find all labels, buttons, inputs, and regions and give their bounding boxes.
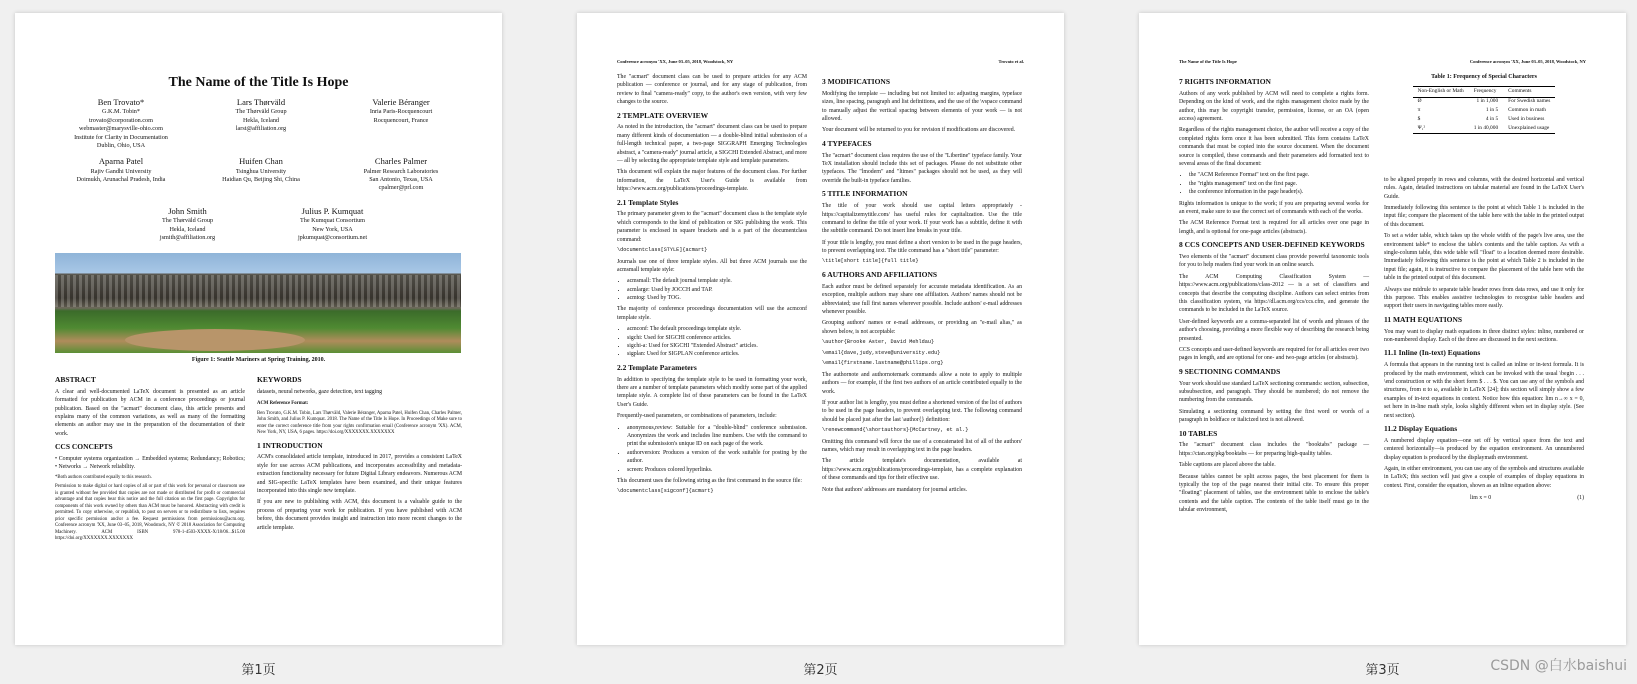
equation-number: (1) — [1577, 495, 1584, 502]
right-column-text — [1384, 176, 1584, 503]
table-row — [1413, 124, 1556, 133]
author-affiliation-line: San Antonio, Texas, USA — [369, 176, 433, 184]
paragraph: Rights information is unique to the work; if you are preparing several works for an event, make sure to use the correct set of commands with each of the works. — [1179, 200, 1369, 215]
right-column — [257, 371, 462, 535]
paragraph: Simulating a sectioning command by setting the first word or words of a paragraph in boldface or italicized text is not allowed. — [1179, 408, 1369, 424]
code-line: \email{firstname.lastname@phillips.org} — [822, 360, 944, 367]
paragraph: Table captions are placed above the table. — [1179, 462, 1276, 469]
paragraph: The primary parameter given to the "acmart" document class is the template style which corresponds to the kind of publication or SIG publishing the work. This parameter is enclosed in square brackets and is a part of the documentclass command: — [617, 211, 807, 243]
author-affiliation-line: trovato@corporation.com — [89, 116, 153, 124]
author-affiliation-line: The Thørväld Group — [235, 108, 287, 116]
author-5 — [331, 156, 471, 193]
paper-title: The Name of the Title Is Hope — [168, 75, 349, 90]
paragraph: If your title is lengthy, you must define a short version to be used in the page headers, to prevent overlapping text. The title command has a "short title" parameter: — [822, 239, 1022, 255]
list-item: • anonymous,review: Suitable for a "double-blind" conference submission. Anonymizes the work and includes line numbers. Use with the command to print the submission's unique ID on each page of the work. — [627, 424, 807, 449]
author-name: Lars Thørväld — [236, 97, 286, 107]
code-line: \author{Brooke Aster, David Mehldau} — [822, 339, 935, 346]
paragraph: Again, in either environment, you can use any of the symbols and structures available in LaTeX; this section will just give a couple of examples of display equations in context. First, consider the equation, shown as an inline equation above: — [1384, 466, 1584, 489]
list-item: • sigchi-a: Used for SIGCHI "Extended Abstract" articles. — [627, 342, 807, 350]
left-column — [55, 371, 245, 546]
author-2 — [331, 97, 471, 150]
author-name: Charles Palmer — [374, 156, 428, 167]
grandstand-crowd — [55, 275, 461, 307]
ref-format-heading: ACM Reference Format: — [257, 401, 309, 407]
table-header-cell: Non-English or Math — [1413, 86, 1469, 97]
equation-body: lim x = 0 — [1470, 495, 1492, 502]
paragraph: The authornote and authornotemark commands allow a note to apply to multiple authors — for example, if the first two authors of an article contributed equally to the work. — [822, 371, 1022, 395]
author-affiliation-line: cpalmer@prl.com — [378, 184, 424, 192]
bullet-list — [1189, 171, 1369, 196]
author-affiliation-line: Dublin, Ohio, USA — [96, 141, 146, 149]
author-affiliation-line: Inria Paris-Rocquencourt — [369, 108, 433, 116]
paragraph: A formula that appears in the running text is called an inline or in-text formula. It is produced by the math environment, which can be invoked with the usual \begin . . . \end construction or with the short form $ . . . $. You can use any of the symbols and structures, from α to ω, available in LaTeX [24]; this section will simply show a few examples of in-text equations in context. Notice how this equation: lim n→∞ x = 0, set here in in-line math style, looks slightly different when set in display style. (See next section). — [1384, 362, 1584, 419]
ccs-text: • Computer systems organization → Embedded systems; Redundancy; Robotics; • Networks → Network reliability. — [55, 456, 245, 471]
list-item: • authorversion: Produces a version of the work suitable for posting by the author. — [627, 449, 807, 466]
page-3[interactable] — [1139, 13, 1626, 645]
author-affiliation-line: The Thørväld Group — [161, 217, 214, 225]
author-affiliation-line: Doimukh, Arunachal Pradesh, India — [76, 176, 166, 184]
author-affiliation-line: The Kumquat Consortium — [300, 217, 365, 225]
paragraph: Your work should use standard LaTeX sectioning commands: section, subsection, subsubsection, and paragraph. They should be numbered; do not remove the numbering from the commands. — [1179, 380, 1369, 404]
paragraph: The "acmart" document class can be used to prepare articles for any ACM publication — conference or journal, and for any stage of publication, from review to final "camera-ready" copy, to the author's own version, with very few changes to the source. — [617, 74, 807, 106]
left-column — [1179, 73, 1369, 518]
abstract-heading: ABSTRACT — [55, 375, 96, 384]
author-affiliation-line: New York, USA — [312, 225, 353, 233]
paragraph: The title of your work should use capital letters appropriately - https://capitalizemytitle.com/ has useful rules for capitalization. Use the title command to define the title of your work. If your work has a subtitle, define it with the subtitle command. Do not insert line breaks in your title. — [822, 203, 1022, 235]
paragraph: Immediately following this sentence is the point at which Table 1 is included in the input file; compare the placement of the table here with the table in the printed output of this document. — [1384, 205, 1584, 228]
paragraph: User-defined keywords are a comma-separated list of words and phrases of the author's choosing, providing a more flexible way of describing the research being presented. — [1179, 318, 1369, 342]
author-name: Huifen Chan — [239, 156, 283, 167]
paragraph: The "acmart" document class includes the "booktabs" package — https://ctan.org/pkg/booktabs — for preparing high-quality tables. — [1179, 442, 1369, 457]
author-affiliation-line: Hekla, Iceland — [169, 225, 206, 233]
author-name: John Smith — [168, 206, 207, 216]
table-cell: Common in math — [1508, 106, 1546, 113]
infield-dirt — [125, 329, 305, 351]
section-heading: 11 MATH EQUATIONS — [1384, 314, 1463, 324]
intro-heading: 1 INTRODUCTION — [257, 440, 323, 450]
code-line: \documentclass[sigconf]{acmart} — [617, 488, 714, 495]
footnote: *Both authors contributed equally to this research. — [55, 474, 152, 480]
author-block-2 — [115, 206, 405, 243]
author-name: Valerie Béranger — [372, 97, 430, 107]
paragraph: Each author must be defined separately for accurate metadata identification. As an exception, multiple authors may share one affiliation. Authors' names should not be abbreviated; use full first names wherever possible. Include authors' e-mail addresses whenever possible. — [822, 283, 1022, 316]
author-name: Aparna Patel — [98, 156, 144, 167]
baseball-photo — [55, 253, 461, 353]
section-heading: 8 CCS CONCEPTS AND USER-DEFINED KEYWORDS — [1179, 240, 1365, 250]
code-line: \email{dave,judy,steve@university.edu} — [822, 349, 941, 356]
csdn-watermark: CSDN @白水baishui — [1490, 658, 1627, 674]
page-header-left: The Name of the Title Is Hope — [1179, 59, 1237, 64]
paragraph: The ACM Reference Format text is required for all articles over one page in length, and is optional for one-page articles (abstracts). — [1179, 220, 1369, 235]
paragraph: The ACM Computing Classification System — https://www.acm.org/publications/class-2012 — is a set of classifiers and concepts that describe the computing discipline. Authors can select entries from this classification system, via https://dl.acm.org/ccs/ccs.cfm, and generate the commands to be included in the LaTeX source. — [1179, 273, 1369, 314]
intro-para-2: If you are new to publishing with ACM, this document is a valuable guide to the process of preparing your work for publication. If you have published with ACM before, this document provides insight and instruction into more recent changes to the article template. — [257, 499, 462, 531]
paragraph: Two elements of the "acmart" document class provide powerful taxonomic tools for you to help readers find your work in an online search. — [1179, 254, 1369, 269]
author-affiliation-line: Rocquencourt, France — [373, 116, 429, 124]
right-column — [822, 73, 1022, 497]
paragraph: Modifying the template — including but not limited to: adjusting margins, typeface sizes, line spacing, paragraph and list definitions, and the use of the \vspace command to manually adjust the vertical spacing between elements of your work — is not allowed. — [822, 90, 1022, 123]
keywords-text: datasets, neural networks, gaze detection, text tagging — [257, 388, 383, 395]
paragraph: The article template's documentation, available at https://www.acm.org/publications/proceedings-template, has a complete explanation of these commands and tips for their effective use. — [822, 458, 1022, 482]
table-cell: 1 in 5 — [1485, 106, 1499, 113]
table-cell: Used in business — [1508, 115, 1545, 122]
list-item: • the conference information in the page header(s). — [1189, 188, 1369, 196]
author-affiliation-line: webmaster@marysville-ohio.com — [79, 125, 163, 133]
bullet-list — [627, 424, 807, 474]
frequency-table — [1413, 86, 1556, 134]
intro-para-1: ACM's consolidated article template, introduced in 2017, provides a consistent LaTeX style for use across ACM publications, and incorporates accessibility and metadata-extraction functionality necessary for future Digital Library endeavors. Numerous ACM and SIG-specific LaTeX templates have been examined, and their unique features incorporated into this single new template. — [257, 454, 462, 495]
author-7 — [260, 206, 405, 243]
author-name: Ben Trovato* — [97, 97, 145, 107]
page-header-right: Trovato et al. — [998, 59, 1024, 64]
list-item: • the "ACM Reference Format" text on the first page. — [1189, 171, 1369, 179]
list-item: • screen: Produces colored hyperlinks. — [627, 466, 807, 474]
paragraph: You may want to display math equations in three distinct styles: inline, numbered or non-numbered display. Each of the three are discussed in the next sections. — [1384, 328, 1584, 343]
table-cell: 1 in 1,000 — [1476, 98, 1499, 105]
permission-text: Permission to make digital or hard copies of all or part of this work for personal or classroom use is granted without fee provided that copies are not made or distributed for profit or commercial advantage and that copies bear this notice and the full citation on the first page. Copyrights for components of this work owned by others than ACM must be honored. Abstracting with credit is permitted. To copy otherwise, or republish, to post on servers or to redistribute to lists, requires prior specific permission and/or a fee. Request permissions from permissions@acm.org. Conference acronym 'XX, June 03–05, 2018, Woodstock, NY © 2018 Association for Computing Machinery. ACM ISBN 978-1-4503-XXXX-X/18/06...$15.00 https://doi.org/XXXXXXX.XXXXXXX — [55, 484, 245, 542]
author-affiliation-line: larst@affiliation.org — [235, 125, 287, 133]
list-item: • acmsmall: The default journal template style. — [627, 277, 807, 285]
table-caption: Table 1: Frequency of Special Characters — [1431, 74, 1537, 80]
code-line: \title[short title]{full title} — [822, 258, 919, 265]
paragraph: Your document will be returned to you for revision if modifications are discovered. — [822, 127, 1016, 134]
paragraph: Authors of any work published by ACM will need to complete a rights form. Depending on the kind of work, and the rights management choice made by the author, this may be copyright transfer, permission, license, or an OA (open access) agreement. — [1179, 90, 1369, 123]
section-heading: 11.2 Display Equations — [1384, 423, 1458, 433]
right-column — [1384, 73, 1584, 503]
author-affiliation-line: Palmer Research Laboratories — [363, 167, 439, 175]
left-column — [617, 73, 807, 499]
page-2[interactable] — [577, 13, 1064, 645]
author-affiliation-line: Rajiv Gandhi University — [90, 167, 152, 175]
section-heading: 5 TITLE INFORMATION — [822, 189, 908, 199]
page-header-left: Conference acronym 'XX, June 03–05, 2018, Woodstock, NY — [617, 59, 734, 64]
table-header-cell: Frequency — [1469, 86, 1503, 97]
table-cell: $ — [1417, 115, 1421, 122]
display-equation — [1384, 494, 1584, 502]
author-affiliation-line: jsmith@affiliation.org — [159, 234, 216, 242]
table-cell: π — [1417, 106, 1421, 113]
list-item: • sigchi: Used for SIGCHI conference articles. — [627, 334, 807, 342]
paragraph: Grouping authors' names or e-mail addresses, or providing an "e-mail alias," as shown below, is not acceptable: — [822, 320, 1022, 335]
paragraph: A numbered display equation—one set off by vertical space from the text and centered horizontally—is produced by the equation environment. An unnumbered display equation is produced by the displaymath environment. — [1384, 437, 1584, 461]
page-1[interactable] — [15, 13, 502, 645]
author-6 — [115, 206, 260, 243]
author-affiliation-line: G.K.M. Tobin* — [102, 108, 140, 116]
table-cell: 1 in 40,000 — [1469, 124, 1503, 133]
paragraph: The "acmart" document class requires the use of the "Libertine" typeface family. Your TeX installation should include this set of packages. Please do not substitute other typefaces. The "lmodern" and "ltimes" packages should not be used, as they will override the built-in typeface families. — [822, 152, 1022, 184]
ccs-heading: CCS CONCEPTS — [55, 442, 113, 452]
paragraph: Because tables cannot be split across pages, the best placement for them is typically the top of the page nearest their initial cite. To ensure this proper "floating" placement of tables, use the environment table to enclose the table's contents and the table caption. The contents of the table itself must go in the tabular environment, — [1179, 473, 1369, 514]
section-heading: 2.2 Template Parameters — [617, 362, 697, 372]
table-cell: For Swedish names — [1508, 98, 1551, 105]
section-heading: 7 RIGHTS INFORMATION — [1179, 77, 1271, 86]
table-cell: Ø — [1417, 98, 1422, 105]
author-affiliation-line: Tsinghua University — [235, 167, 287, 175]
list-item: • acmtog: Used by TOG. — [627, 294, 807, 302]
paragraph: As noted in the introduction, the "acmart" document class can be used to prepare many different kinds of documentation — a double-blind initial submission of a full-length technical paper, a two-page SIGGRAPH Emerging Technologies abstract, a "camera-ready" journal article, a SIGCHI Extended Abstract, and more — all by selecting the appropriate template style and template parameters. — [617, 124, 807, 164]
paragraph: To set a wider table, which takes up the whole width of the page's live area, use the environment table* to enclose the table's contents and the table caption. As with a single-column table, this wide table will "float" to a location deemed more desirable. Immediately following this sentence is the point at which Table 2 is included in the input file; again, it is instructive to compare the placement of the table here with the table in the printed output of this document. — [1384, 233, 1584, 282]
bullet-list — [627, 277, 807, 302]
code-line: \renewcommand{\shortauthors}{McCartney, et al.} — [822, 427, 969, 434]
section-heading: 2.1 Template Styles — [617, 197, 679, 207]
paragraph: This document uses the following string as the first command in the source file: — [617, 478, 802, 484]
list-item: • acmconf: The default proceedings template style. — [627, 325, 807, 333]
author-affiliation-line: Hekla, Iceland — [242, 116, 280, 124]
section-heading: 4 TYPEFACES — [822, 138, 872, 148]
paragraph: Always use midrule to separate table header rows from data rows, and use it only for this purpose. This enables assistive technologies to recognise table headers and support their users in navigating tables more easily. — [1384, 286, 1584, 310]
paragraph: The majority of conference proceedings documentation will use the acmconf template style. — [617, 306, 807, 321]
paragraph: CCS concepts and user-defined keywords are required for for all articles over two pages in length, and are optional for one- and two-page articles (or abstracts). — [1179, 346, 1369, 362]
table-cell: Unexplained usage — [1503, 124, 1555, 133]
bullet-list — [627, 325, 807, 359]
paragraph: Journals use one of three template styles. All but three ACM journals use the acmsmall template style: — [617, 258, 807, 273]
paragraph: Regardless of the rights management choice, the author will receive a copy of the completed rights form once it has been submitted. This form contains LaTeX commands that must be copied into the source document. When the document source is compiled, these commands and their parameters add formatted text to several areas of the final document: — [1179, 127, 1369, 167]
table-cell: Ψ₁² — [1413, 124, 1469, 133]
page-1-caption: 第1页 — [241, 663, 276, 678]
author-name: Julius P. Kumquat — [301, 206, 364, 216]
section-heading: 10 TABLES — [1179, 428, 1218, 438]
paragraph: Note that authors' addresses are mandatory for journal articles. — [822, 486, 968, 493]
section-heading: 6 AUTHORS AND AFFILIATIONS — [822, 270, 938, 280]
section-heading: 3 MODIFICATIONS — [822, 77, 890, 86]
page-3-caption: 第3页 — [1365, 663, 1400, 678]
paragraph: Omitting this command will force the use of a concatenated list of all of the authors' names, which may result in overlapping text in the page headers. — [822, 438, 1022, 454]
ref-format-text: Ben Trovato, G.K.M. Tobin, Lars Thørväld, Valerie Béranger, Aparna Patel, Huifen Chan, Charles Palmer, John Smith, and Julius P. Kumquat. 2018. The Name of the Title Is Hope. In Proceedings of Make sure to enter the correct conference title from your rights confirmation email (Conference acronym 'XX). ACM, New York, NY, USA, 6 pages. https://doi.org/XXXXXXX.XXXXXXX — [257, 410, 462, 436]
list-item: • sigplan: Used for SIGPLAN conference articles. — [627, 350, 807, 358]
paragraph: Frequently-used parameters, or combinations of parameters, include: — [617, 413, 777, 420]
page-header-right: Conference acronym 'XX, June 03–05, 2018, Woodstock, NY — [1469, 59, 1586, 64]
page-2-caption: 第2页 — [803, 663, 838, 678]
paragraph: In addition to specifying the template style to be used in formatting your work, there are a number of template parameters which modify some part of the applied template style. A complete list of these parameters can be found in the LaTeX User's Guide. — [617, 376, 807, 408]
keywords-heading: KEYWORDS — [257, 375, 302, 384]
abstract-text: A clear and well-documented LaTeX document is presented as an article formatted for publication by ACM in a conference proceedings or journal publication. Based on the "acmart" document class, this article presents and explains many of the common variations, as well as many of the formatting elements an author may use in the preparation of the documentation of their work. — [55, 388, 245, 437]
author-affiliation-line: jpkumquat@consortium.net — [297, 234, 368, 242]
section-heading: 2 TEMPLATE OVERVIEW — [617, 110, 709, 120]
figure-caption: Figure 1: Seattle Mariners at Spring Training, 2010. — [191, 357, 326, 363]
list-item: • acmlarge: Used by JOCCH and TAP. — [627, 286, 807, 294]
section-heading: 11.1 Inline (In-text) Equations — [1384, 348, 1481, 358]
author-0 — [51, 97, 191, 150]
table-header-cell: Comments — [1503, 86, 1555, 97]
code-line: \documentclass[STYLE]{acmart} — [617, 247, 708, 253]
author-3 — [51, 156, 191, 193]
author-block — [51, 97, 471, 193]
paragraph: to be aligned properly in rows and columns, with the desired horizontal and vertical rules. Again, detailed instructions on tabular material are found in the LaTeX User's Guide. — [1384, 176, 1584, 200]
author-4 — [191, 156, 331, 193]
paragraph: This document will explain the major features of the document class. For further information, the LaTeX User's Guide is available from https://www.acm.org/publications/proceedings-template. — [617, 169, 807, 193]
table-cell: 4 in 5 — [1485, 115, 1499, 122]
author-1 — [191, 97, 331, 150]
author-affiliation-line: Institute for Clarity in Documentation — [74, 133, 168, 141]
paragraph: If your author list is lengthy, you must define a shortened version of the list of authors to be used in the page headers, to prevent overlapping text. The following command should be placed just after the last \author{} definition: — [822, 400, 1022, 423]
author-affiliation-line: Haidian Qu, Beijing Shi, China — [222, 176, 300, 184]
list-item: • the "rights management" text on the first page. — [1189, 180, 1369, 188]
table-row — [1413, 97, 1556, 106]
table-row — [1413, 106, 1556, 115]
table-row — [1413, 115, 1556, 124]
section-heading: 9 SECTIONING COMMANDS — [1179, 366, 1281, 376]
